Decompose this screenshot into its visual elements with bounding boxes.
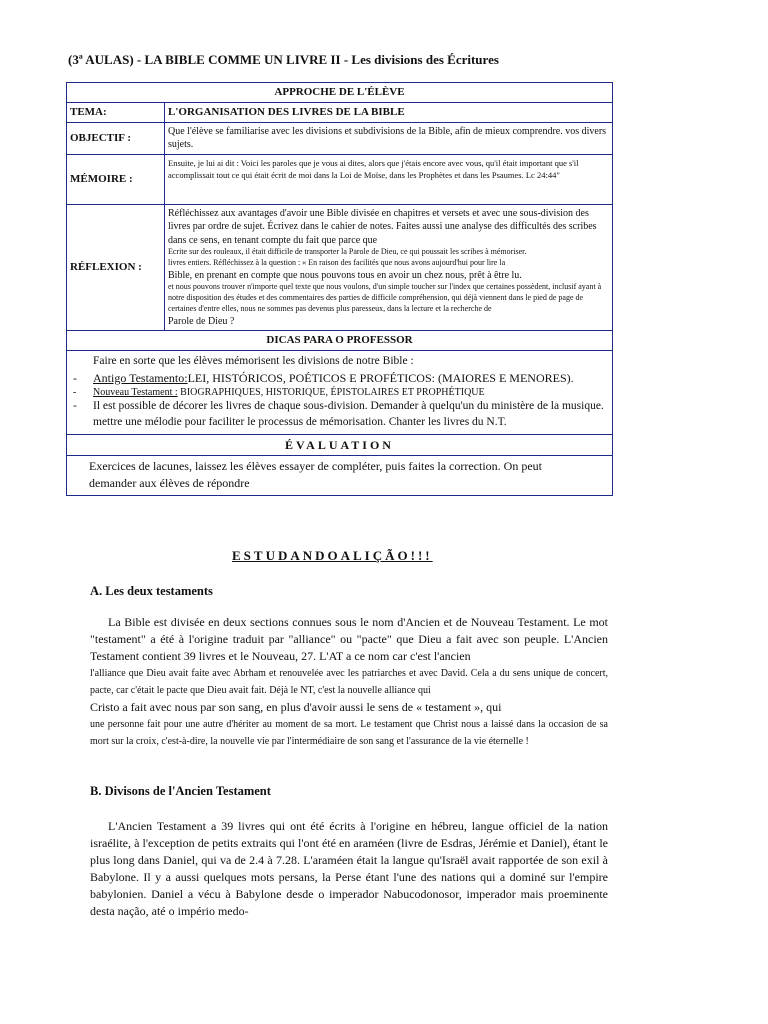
tip-old-testament xyxy=(71,370,608,386)
tips-intro: Faire en sorte que les élèves mémorisent les divisions de notre Bible : xyxy=(93,355,414,368)
section-a-paragraph: Cristo a fait avec nous par son sang, en plus d'avoir aussi le sens de « testament », qui xyxy=(90,700,502,714)
tips-list xyxy=(71,370,608,431)
evaluation-text: Exercices de lacunes, laissez les élèves essayer de compléter, puis faites la correction. On peut demander aux élèves de répondre xyxy=(67,456,613,495)
section-a-paragraph: une personne fait pour une autre d'hériter au moment de sa mort. Le testament que Christ nous a laissé dans la occasion de sa mort sur la croix, c'est-à-dire, la nouvelle vie par l'intermédiaire de son sang et l'assurance de la vie éternelle ! xyxy=(90,719,608,747)
tip-new-testament-lead: Nouveau Testament : xyxy=(93,386,178,398)
reflection-label: RÉFLEXION : xyxy=(67,204,165,330)
section-b-title: B. Divisons de l'Ancien Testament xyxy=(90,784,271,798)
memory-verse: Ensuite, je lui ai dit : Voici les paroles que je vous ai dites, alors que j'étais encore avec vous, qu'il était important que s'il accomplissait tout ce qui était écrit de moi dans la Loi de Moïse, dans les Prophètes et dans les Psaumes. Lc 24:44" xyxy=(165,154,613,204)
section-a-title: A. Les deux testaments xyxy=(90,584,213,598)
evaluation-header: ÉVALUATION xyxy=(67,435,613,456)
approach-header: APPROCHE DE L'ÉLÈVE xyxy=(67,83,613,103)
page-title: (3ª AULAS) - LA BIBLE COMME UN LIVRE II - Les divisions des Écritures xyxy=(68,52,499,67)
reflection-line: Ecrite sur des rouleaux, il était difficile de transporter la Parole de Dieu, ce qui poussait les scribes à mémoriser. xyxy=(168,247,527,257)
section-a-paragraph: La Bible est divisée en deux sections connues sous le nom d'Ancien et de Nouveau Testament. Le mot "testament" a été à l'origine traduit par "alliance" ou "pacte" que Dieu a fait avec son peuple. L'Ancien Testament contient 39 livres et le Nouveau, 27. L'AT a ce nom car c'est l'ancien xyxy=(90,615,608,663)
lesson-plan-table xyxy=(66,82,613,496)
objective-value: Que l'élève se familiarise avec les divisions et subdivisions de la Bible, afin de mieux comprendre. vos divers sujets. xyxy=(165,122,613,154)
reflection-text xyxy=(165,204,613,330)
reflection-line: livres entiers. Réfléchissez à la question : « En raison des facilités que nous avons aujourd'hui pour lire la xyxy=(168,257,506,267)
teacher-tips-header: DICAS PARA O PROFESSOR xyxy=(67,331,613,351)
tip-new-testament-text: BIOGRAPHIQUES, HISTORIQUE, ÉPISTOLAIRES ET PROPHÉTIQUE xyxy=(177,386,485,398)
tip-old-testament-lead: Antigo Testamento: xyxy=(93,370,188,385)
section-b-text: L'Ancien Testament a 39 livres qui ont été écrits à l'origine en hébreu, langue officiel de la nation israélite, à l'exception de petits extraits qui l'ont été en araméen (livre de Esdras, Jérémie et Daniel), étant le plus long dans Daniel, qui va de 2.4 à 7.28. L'araméen était la langue qu'Israël avait rapportée de son exil à Babylone. Il y a aussi quelques mots persans, la Perse étant l'une des nations qui a dominé sur l'empire babylonien. Daniel a vécu à Babylone desde o imperador Nabucodonosor, imperador mais proeminente desta nação, até o império medo- xyxy=(90,819,608,918)
study-title: ESTUDANDOALIÇÃO!!! xyxy=(232,548,433,563)
reflection-line: Parole de Dieu ? xyxy=(168,315,235,327)
tip-new-testament xyxy=(71,386,608,400)
memory-label: MÉMOIRE : xyxy=(67,154,165,204)
teacher-tips xyxy=(67,351,613,435)
reflection-line: Bible, en prenant en compte que nous pouvons tous en avoir un chez nous, prêt à être lu. xyxy=(168,269,522,281)
tema-value: L'ORGANISATION DES LIVRES DE LA BIBLE xyxy=(165,102,613,122)
section-a-paragraph: l'alliance que Dieu avait faite avec Abrham et renouvelée avec les patriarches et avec David. Cela a du sens unique de concert, pacte, car c'était le pacte que Dieu avait fait. Déjà le NT, c'est la nouvelle alliance qui xyxy=(90,668,608,696)
reflection-line: et nous pouvons trouver n'importe quel texte que nous voulons, d'un simple toucher sur l'index que certaines possèdent, inclusif ayant à notre disposition des études et des commentaires des parties de difficile compréhension, qui déjà viennent dans le pied de page de certaines d'entre elles, nous ne sommes pas devenus plus paresseux, dans la lecture et la recherche de xyxy=(168,282,602,313)
objective-label: OBJECTIF : xyxy=(67,122,165,154)
section-a-text xyxy=(90,614,608,750)
reflection-line: Réfléchissez aux avantages d'avoir une Bible divisée en chapitres et versets et avec une sous-division des livres par ordre de sujet. Écrivez dans le cahier de notes. Faites aussi une analyse des difficultés des scribes dans ce sens, en tenant compte du fait que parce que xyxy=(168,207,597,246)
tip-decorate: - Il est possible de décorer les livres de chaque sous-division. Demander à quelqu'un du ministère de la musique. mettre une mélodie pour faciliter le processus de mémorisation. Chanter les livres du N.T. xyxy=(71,399,608,430)
tip-old-testament-text: LEI, HISTÓRICOS, POÉTICOS E PROFÉTICOS: (MAIORES E MENORES). xyxy=(187,370,574,385)
tema-label: TEMA: xyxy=(67,102,165,122)
